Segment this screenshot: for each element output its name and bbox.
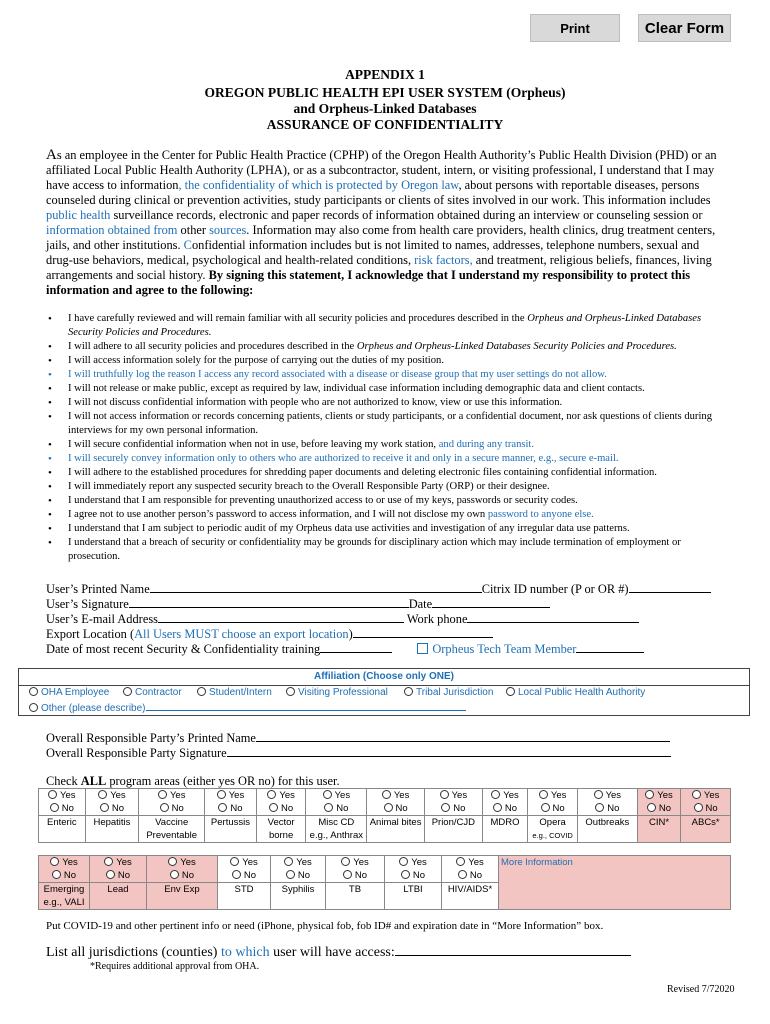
yes-no-cell[interactable]: Yes No: [306, 789, 367, 816]
affiliation-other[interactable]: Other (please describe): [29, 701, 466, 714]
yes-no-cell[interactable]: Yes No: [90, 856, 147, 883]
program-label: Prion/CJD: [424, 816, 482, 843]
yes-no-cell[interactable]: Yes No: [681, 789, 731, 816]
program-label: STD: [218, 883, 271, 910]
orp-signature-field[interactable]: [227, 745, 671, 757]
list-item: • I will secure confidential information when not in use, before leaving my work station, and during any transit.: [46, 438, 724, 452]
program-label: Syphilis: [271, 883, 326, 910]
affiliation-visiting-professional[interactable]: Visiting Professional: [286, 687, 388, 698]
list-item: • I will not access information or records concerning patients, clients or study participants, or a confidential document, nor ask questions of clients during interviews for my own personal information.: [46, 410, 724, 438]
program-label: ABCs*: [681, 816, 731, 843]
covid-note: Put COVID-19 and other pertinent info or need (iPhone, physical fob, fob ID# and expiration date in “More Information” box.: [46, 920, 604, 932]
program-label: HIV/AIDS*: [442, 883, 499, 910]
program-label: TB: [326, 883, 385, 910]
tech-team-checkbox[interactable]: [417, 643, 428, 654]
printed-name-row: User’s Printed Name Citrix ID number (P or OR #): [46, 581, 711, 597]
intro-paragraph: As an employee in the Center for Public Health Practice (CPHP) of the Oregon Health Authority’s Public Health Division (PHD) or an affiliated Local Public Health Authority (LPHA), or as a subcontractor, student, intern, or visiting professional, I understand that I may have access to information, the confidentiality of which is protected by Oregon law, about persons with reportable diseases, persons counseled during clinical or prevention activities, study participants or clients of sites involved in our work. This information includes public health surveillance records, electronic and paper records of information obtained during an interview or counseling session or information obtained from other sources. Information may also come from health care providers, health clinics, drug treatment centers, jails, and other institutions. Confidential information includes but is not limited to names, addresses, telephone numbers, sexual and drug-use behaviors, medical, psychological and health-related conditions, risk factors, and treatment, religious beliefs, finances, living arrangements and social history. By signing this statement, I acknowledge that I understand my responsibility to protect this information and agree to the following:: [46, 147, 717, 297]
yes-no-cell[interactable]: Yes No: [256, 789, 306, 816]
list-item: • I will adhere to the established procedures for shredding paper documents and deleting electronic files containing confidential information.: [46, 466, 724, 480]
affiliation-lpha[interactable]: Local Public Health Authority: [506, 687, 645, 698]
affiliation-contractor[interactable]: Contractor: [123, 687, 182, 698]
yes-no-cell[interactable]: Yes No: [39, 856, 90, 883]
printed-name-field[interactable]: [150, 581, 482, 593]
program-label: LTBI: [385, 883, 442, 910]
list-item: • I will adhere to all security policies and procedures described in the Orpheus and Orpheus-Linked Databases Security Policies and Procedures.: [46, 340, 724, 354]
affiliation-box: [18, 668, 750, 716]
yes-no-cell[interactable]: Yes No: [39, 789, 86, 816]
program-label: Vaccine Preventable: [139, 816, 205, 843]
title-line-2: OREGON PUBLIC HEALTH EPI USER SYSTEM (Orpheus): [204, 85, 566, 100]
program-label: Outbreaks: [577, 816, 637, 843]
approval-note: *Requires additional approval from OHA.: [90, 961, 260, 972]
program-areas-row-2: [38, 855, 731, 910]
affiliation-title: Affiliation (Choose only ONE): [19, 669, 749, 686]
email-field[interactable]: [158, 611, 404, 623]
yes-no-cell[interactable]: Yes No: [205, 789, 257, 816]
list-item: • I will not discuss confidential information with people who are not authorized to know, view or use this information.: [46, 396, 724, 410]
program-label: MDRO: [482, 816, 528, 843]
training-row: Date of most recent Security & Confidentiality training Orpheus Tech Team Member: [46, 641, 644, 657]
yes-no-cell[interactable]: Yes No: [482, 789, 528, 816]
training-date-field[interactable]: [320, 641, 392, 653]
email-row: User’s E-mail Address Work phone: [46, 611, 639, 627]
revised-date: Revised 7/72020: [667, 984, 735, 995]
program-label: Animal bites: [367, 816, 425, 843]
clear-form-button[interactable]: Clear Form: [638, 14, 731, 42]
affiliation-oha-employee[interactable]: OHA Employee: [29, 687, 109, 698]
program-label: Opera e.g., COVID: [528, 816, 578, 843]
list-item: • I will truthfully log the reason I access any record associated with a disease or disease group that my user settings do not allow.: [46, 368, 724, 382]
work-phone-field[interactable]: [467, 611, 639, 623]
program-label: Misc CD e.g., Anthrax: [306, 816, 367, 843]
yes-no-cell[interactable]: Yes No: [385, 856, 442, 883]
yes-no-cell[interactable]: Yes No: [271, 856, 326, 883]
title-line-1: APPENDIX 1: [345, 67, 425, 82]
program-label: Hepatitis: [85, 816, 139, 843]
program-label: Vector borne: [256, 816, 306, 843]
program-label: Pertussis: [205, 816, 257, 843]
program-label: Env Exp: [147, 883, 218, 910]
yes-no-cell[interactable]: Yes No: [85, 789, 139, 816]
yes-no-cell[interactable]: Yes No: [528, 789, 578, 816]
list-item: • I understand that I am responsible for preventing unauthorized access to or use of my keys, passwords or security codes.: [46, 494, 724, 508]
program-label: CIN*: [637, 816, 681, 843]
affiliation-student-intern[interactable]: Student/Intern: [197, 687, 272, 698]
check-instruction: Check ALL program areas (either yes OR no) for this user.: [46, 774, 340, 788]
yes-no-cell[interactable]: Yes No: [326, 856, 385, 883]
signature-row: User’s Signature Date: [46, 596, 550, 612]
jurisdictions-row: List all jurisdictions (counties) to which user will have access:: [46, 942, 631, 961]
affiliation-tribal-jurisdiction[interactable]: Tribal Jurisdiction: [404, 687, 493, 698]
list-item: • I agree not to use another person’s password to access information, and I will not disclose my own password to anyone else.: [46, 508, 724, 522]
signature-field[interactable]: [129, 596, 409, 608]
yes-no-cell[interactable]: Yes No: [424, 789, 482, 816]
program-label: Lead: [90, 883, 147, 910]
program-label: Emerging e.g., VALI: [39, 883, 90, 910]
orp-signature-row: Overall Responsible Party Signature: [46, 745, 671, 761]
export-row: Export Location (All Users MUST choose an export location): [46, 626, 493, 642]
export-location-field[interactable]: [353, 626, 493, 638]
jurisdictions-field[interactable]: [395, 942, 631, 956]
agreement-list: [46, 312, 724, 564]
date-field[interactable]: [432, 596, 550, 608]
list-item: • I have carefully reviewed and will remain familiar with all security policies and procedures described in the Orpheus and Orpheus-Linked Databases Security Policies and Procedures.: [46, 312, 724, 340]
citrix-id-field[interactable]: [629, 581, 711, 593]
yes-no-cell[interactable]: Yes No: [218, 856, 271, 883]
title-line-3: and Orpheus-Linked Databases: [293, 101, 477, 116]
yes-no-cell[interactable]: Yes No: [577, 789, 637, 816]
yes-no-cell[interactable]: Yes No: [147, 856, 218, 883]
yes-no-cell[interactable]: Yes No: [637, 789, 681, 816]
list-item: • I understand that a breach of security or confidentiality may be grounds for disciplinary action which may include termination of employment or prosecution.: [46, 536, 724, 564]
list-item: • I will immediately report any suspected security breach to the Overall Responsible Party (ORP) or their designee.: [46, 480, 724, 494]
yes-no-cell[interactable]: Yes No: [367, 789, 425, 816]
list-item: • I will securely convey information only to others who are authorized to receive it and only in a secure manner, e.g., secure e-mail.: [46, 452, 724, 466]
program-label: Enteric: [39, 816, 86, 843]
print-button[interactable]: Print: [530, 14, 620, 42]
list-item: • I understand that I am subject to periodic audit of my Orpheus data use activities and investigation of any irregular data use patterns.: [46, 522, 724, 536]
program-areas-row-1: [38, 788, 731, 843]
list-item: • I will not release or make public, except as required by law, individual case information including demographic data and client contacts.: [46, 382, 724, 396]
title-line-4: ASSURANCE OF CONFIDENTIALITY: [266, 117, 504, 132]
list-item: • I will access information solely for the purpose of carrying out the duties of my position.: [46, 354, 724, 368]
yes-no-cell[interactable]: Yes No: [139, 789, 205, 816]
more-information-field[interactable]: More Information: [499, 856, 731, 910]
yes-no-cell[interactable]: Yes No: [442, 856, 499, 883]
orp-name-field[interactable]: [256, 730, 670, 742]
orp-name-row: Overall Responsible Party’s Printed Name: [46, 730, 670, 746]
